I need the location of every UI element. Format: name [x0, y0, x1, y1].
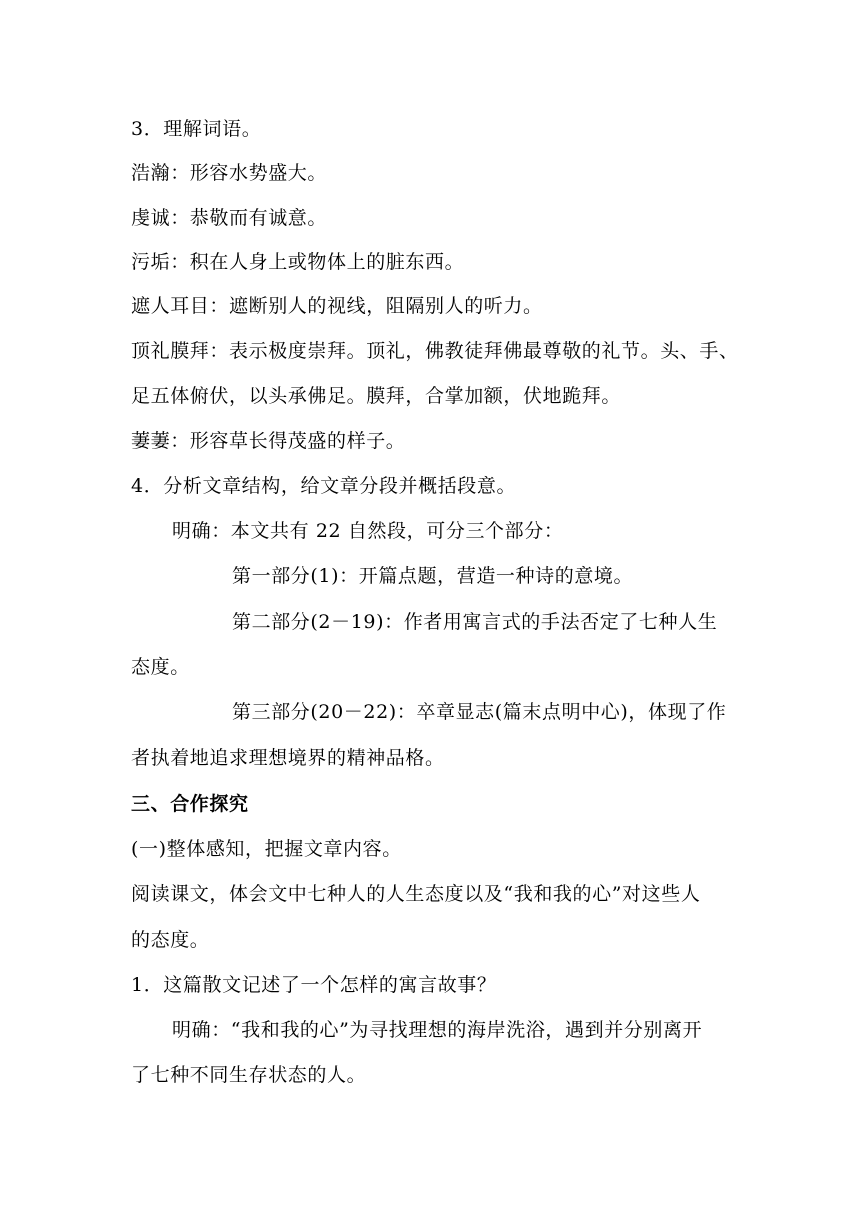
question-one: 1．这篇散文记述了一个怎样的寓言故事？ [131, 974, 497, 996]
structure-part-one: 第一部分(1)：开篇点题，营造一种诗的意境。 [232, 565, 634, 587]
vocab-item-qiancheng: 虔诚：恭敬而有诚意。 [131, 207, 328, 229]
structure-part-two: 第二部分(2－19)：作者用寓言式的手法否定了七种人生 [232, 611, 718, 633]
vocab-item-haohan: 浩瀚：形容水势盛大。 [131, 162, 328, 184]
reading-instruction-cont: 的态度。 [131, 929, 210, 951]
vocab-item-dinglimobai-cont: 足五体俯伏，以头承佛足。膜拜，合掌加额，伏地跪拜。 [131, 385, 622, 407]
answer-structure-intro: 明确：本文共有 22 自然段，可分三个部分： [172, 520, 564, 542]
vocab-item-dinglimobai: 顶礼膜拜：表示极度崇拜。顶礼，佛教徒拜佛最尊敬的礼节。头、手、 [131, 340, 739, 362]
structure-part-two-cont: 态度。 [131, 656, 190, 678]
structure-part-three-cont: 者执着地追求理想境界的精神品格。 [131, 747, 445, 769]
vocab-item-qiqi: 萋萋：形容草长得茂盛的样子。 [131, 430, 406, 452]
structure-part-three: 第三部分(20－22)：卒章显志(篇末点明中心)，体现了作 [232, 701, 727, 723]
reading-instruction: 阅读课文，体会文中七种人的人生态度以及“我和我的心”对这些人 [131, 883, 701, 905]
answer-one-cont: 了七种不同生存状态的人。 [131, 1064, 367, 1086]
answer-one: 明确：“我和我的心”为寻找理想的海岸洗浴，遇到并分别离开 [172, 1019, 703, 1041]
section-heading-cooperative-inquiry: 三、合作探究 [131, 793, 249, 815]
section-heading-understand-words: 3．理解词语。 [131, 118, 262, 140]
vocab-item-zherenermu: 遮人耳目：遮断别人的视线，阻隔别人的听力。 [131, 295, 543, 317]
vocab-item-wugou: 污垢：积在人身上或物体上的脏东西。 [131, 251, 465, 273]
subheading-overall-perception: (一)整体感知，把握文章内容。 [131, 838, 402, 860]
section-heading-structure: 4．分析文章结构，给文章分段并概括段意。 [131, 475, 517, 497]
